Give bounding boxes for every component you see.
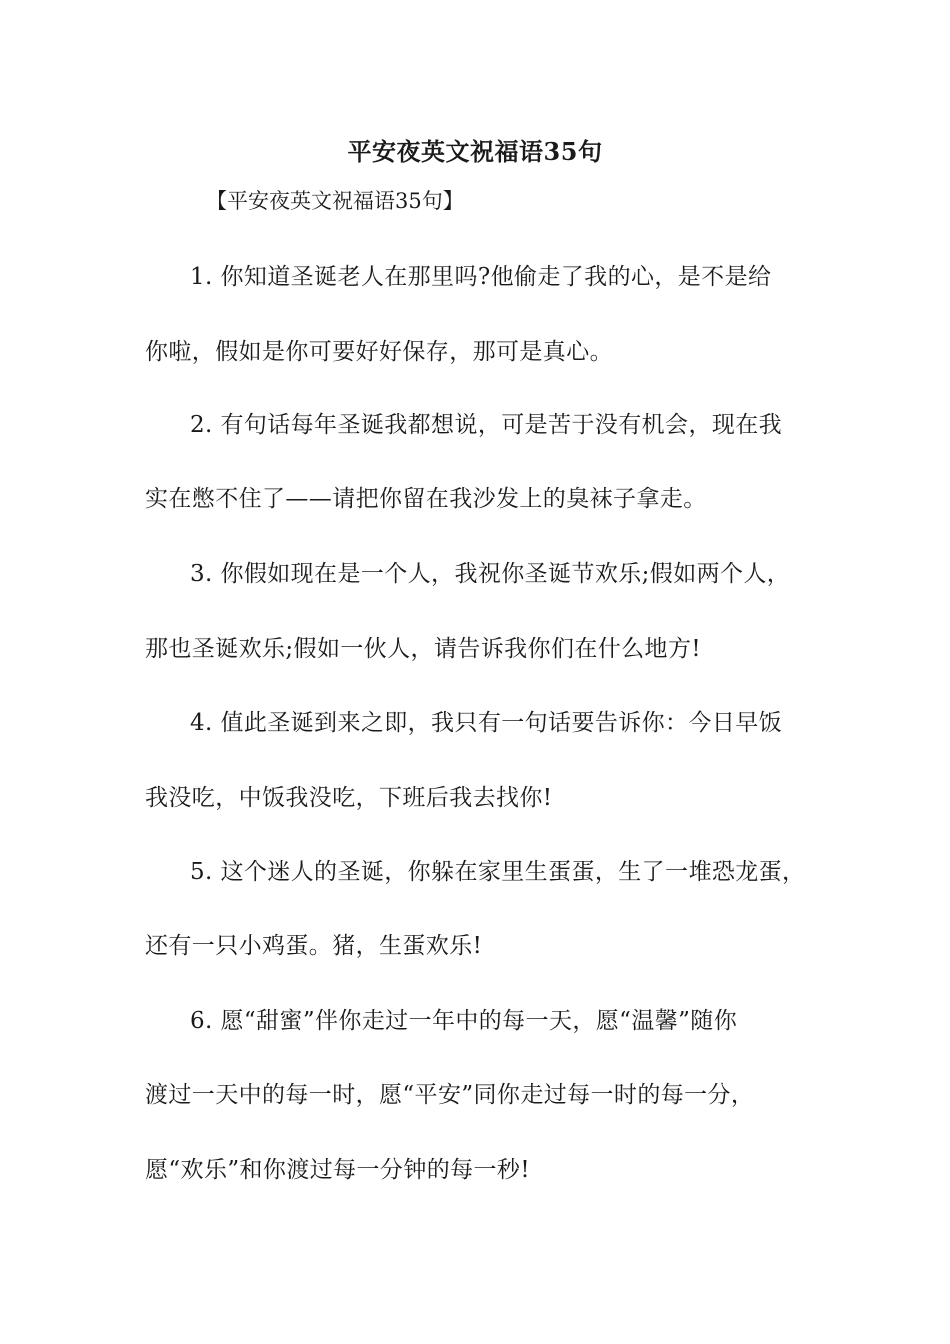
document-title: 平安夜英文祝福语35句: [347, 137, 603, 166]
paragraph-line: 那也圣诞欢乐;假如一伙人，请告诉我你们在什么地方!: [145, 636, 701, 662]
paragraph-line: 2. 有句话每年圣诞我都想说，可是苦于没有机会，现在我: [190, 412, 783, 438]
paragraph-line: 1. 你知道圣诞老人在那里吗?他偷走了我的心，是不是给: [190, 264, 772, 290]
paragraph-line: 实在憋不住了——请把你留在我沙发上的臭袜子拿走。: [145, 486, 707, 512]
paragraph-line: 还有一只小鸡蛋。猪，生蛋欢乐!: [145, 933, 483, 959]
paragraph-line: 4. 值此圣诞到来之即，我只有一句话要告诉你：今日早饭: [190, 710, 783, 736]
document-subtitle: 【平安夜英文祝福语35句】: [206, 189, 464, 213]
paragraph-line: 3. 你假如现在是一个人，我祝你圣诞节欢乐;假如两个人，: [190, 561, 791, 587]
paragraph-line: 我没吃，中饭我没吃，下班后我去找你!: [145, 785, 553, 811]
paragraph-line: 渡过一天中的每一时，愿“平安”同你走过每一时的每一分，: [145, 1082, 755, 1108]
paragraph-line: 你啦，假如是你可要好好保存，那可是真心。: [145, 339, 613, 365]
paragraph-line: 5. 这个迷人的圣诞，你躲在家里生蛋蛋，生了一堆恐龙蛋，: [190, 859, 806, 885]
paragraph-line: 愿“欢乐”和你渡过每一分钟的每一秒!: [145, 1157, 530, 1183]
paragraph-line: 6. 愿“甜蜜”伴你走过一年中的每一天，愿“温馨”随你: [190, 1008, 738, 1034]
